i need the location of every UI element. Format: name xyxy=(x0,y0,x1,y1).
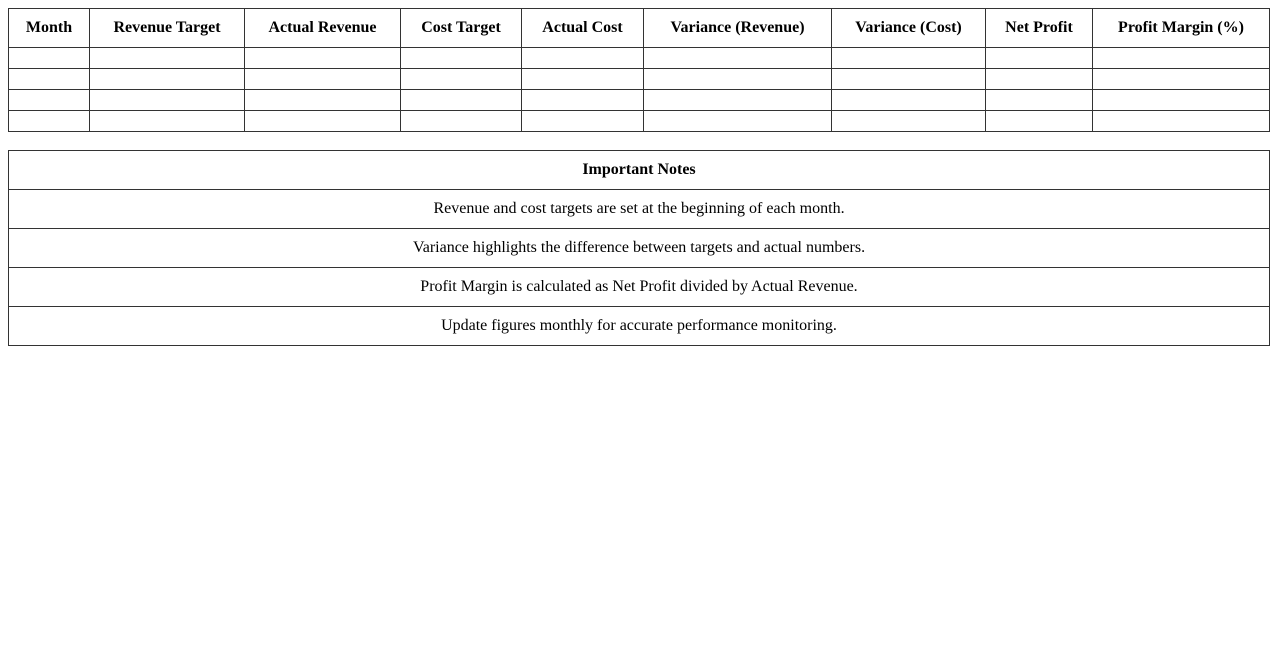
table-cell xyxy=(9,48,90,69)
table-row xyxy=(9,48,1270,69)
notes-title: Important Notes xyxy=(9,151,1270,190)
note-text: Variance highlights the difference between targets and actual numbers. xyxy=(9,229,1270,268)
table-cell xyxy=(832,48,986,69)
table-cell xyxy=(245,90,401,111)
table-cell xyxy=(522,111,644,132)
table-cell xyxy=(90,69,245,90)
table-cell xyxy=(832,111,986,132)
table-cell xyxy=(522,90,644,111)
notes-table xyxy=(8,150,1270,346)
table-cell xyxy=(986,48,1093,69)
table-cell xyxy=(90,48,245,69)
table-cell xyxy=(245,111,401,132)
table-cell xyxy=(1093,111,1270,132)
table-cell xyxy=(1093,48,1270,69)
table-cell xyxy=(986,111,1093,132)
table-cell xyxy=(90,111,245,132)
table-row xyxy=(9,90,1270,111)
table-cell xyxy=(522,69,644,90)
table-cell xyxy=(832,69,986,90)
table-cell xyxy=(90,90,245,111)
column-header-variance-revenue: Variance (Revenue) xyxy=(644,9,832,48)
column-header-actual-revenue: Actual Revenue xyxy=(245,9,401,48)
table-cell xyxy=(401,48,522,69)
table-cell xyxy=(986,69,1093,90)
table-cell xyxy=(401,90,522,111)
table-cell xyxy=(986,90,1093,111)
note-text: Revenue and cost targets are set at the beginning of each month. xyxy=(9,190,1270,229)
table-header-row xyxy=(9,9,1270,48)
table-cell xyxy=(1093,90,1270,111)
table-cell xyxy=(9,69,90,90)
table-row xyxy=(9,69,1270,90)
table-cell xyxy=(832,90,986,111)
column-header-variance-cost: Variance (Cost) xyxy=(832,9,986,48)
table-cell xyxy=(1093,69,1270,90)
table-cell xyxy=(245,69,401,90)
column-header-net-profit: Net Profit xyxy=(986,9,1093,48)
performance-table xyxy=(8,8,1270,132)
table-cell xyxy=(644,111,832,132)
table-cell xyxy=(245,48,401,69)
note-text: Update figures monthly for accurate performance monitoring. xyxy=(9,307,1270,346)
table-cell xyxy=(644,90,832,111)
table-cell xyxy=(401,69,522,90)
table-cell xyxy=(644,48,832,69)
table-row xyxy=(9,111,1270,132)
table-cell xyxy=(644,69,832,90)
table-cell xyxy=(522,48,644,69)
note-row xyxy=(9,307,1270,346)
column-header-revenue-target: Revenue Target xyxy=(90,9,245,48)
column-header-profit-margin: Profit Margin (%) xyxy=(1093,9,1270,48)
table-cell xyxy=(9,90,90,111)
note-row xyxy=(9,268,1270,307)
table-cell xyxy=(9,111,90,132)
note-text: Profit Margin is calculated as Net Profit divided by Actual Revenue. xyxy=(9,268,1270,307)
column-header-cost-target: Cost Target xyxy=(401,9,522,48)
table-body xyxy=(9,48,1270,132)
notes-header-row xyxy=(9,151,1270,190)
column-header-month: Month xyxy=(9,9,90,48)
table-cell xyxy=(401,111,522,132)
column-header-actual-cost: Actual Cost xyxy=(522,9,644,48)
note-row xyxy=(9,229,1270,268)
note-row xyxy=(9,190,1270,229)
